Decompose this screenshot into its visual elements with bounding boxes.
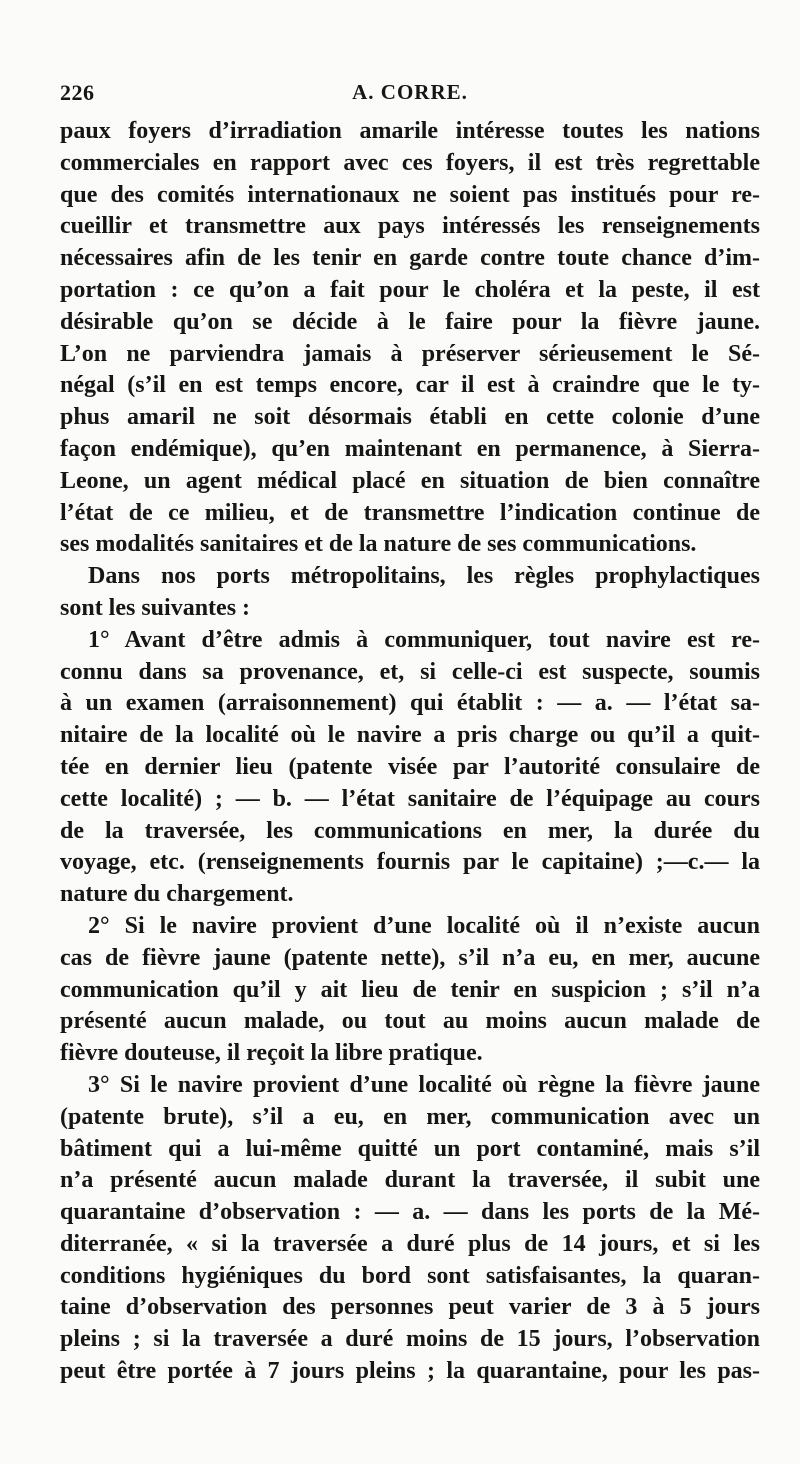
text-line: 3° Si le navire provient d’une localité où règne la fièvre jaune xyxy=(88,1071,760,1098)
text-line: paux foyers d’irradiation amarile intéresse toutes les nations xyxy=(60,118,760,144)
text-line: sont les suivantes : xyxy=(60,594,251,621)
text-line: nécessaires afin de les tenir en garde contre toute chance d’im- xyxy=(60,245,760,272)
text-line: cas de fièvre jaune (patente nette), s’il n’a eu, en mer, aucune xyxy=(60,944,760,971)
text-line: peut être portée à 7 jours pleins ; la quarantaine, pour les pas- xyxy=(60,1358,760,1385)
text-line: à un examen (arraisonnement) qui établit : — a. — l’état sa- xyxy=(60,690,760,717)
text-line: n’a présenté aucun malade durant la traversée, il subit une xyxy=(60,1167,760,1194)
text-line: l’état de ce milieu, et de transmettre l’indication continue de xyxy=(60,499,760,526)
running-head: A. CORRE. xyxy=(352,80,468,104)
page-number: 226 xyxy=(60,80,95,105)
text-line: façon endémique), qu’en maintenant en permanence, à Sierra- xyxy=(60,435,760,462)
text-line: ses modalités sanitaires et de la nature de ses communications. xyxy=(60,531,697,558)
text-line: fièvre douteuse, il reçoit la libre pratique. xyxy=(60,1040,483,1067)
text-line: présenté aucun malade, ou tout au moins aucun malade de xyxy=(60,1008,760,1035)
text-line: connu dans sa provenance, et, si celle-ci est suspecte, soumis xyxy=(60,658,760,685)
text-line: que des comités internationaux ne soient pas institués pour re- xyxy=(60,181,760,208)
text-line: quarantaine d’observation : — a. — dans les ports de la Mé- xyxy=(60,1199,760,1226)
text-line: commerciales en rapport avec ces foyers, il est très regrettable xyxy=(60,149,760,176)
text-line: nature du chargement. xyxy=(60,881,294,908)
text-line: de la traversée, les communications en mer, la durée du xyxy=(60,817,760,844)
text-line: pleins ; si la traversée a duré moins de 15 jours, l’observation xyxy=(60,1326,760,1353)
text-line: bâtiment qui a lui-même quitté un port contaminé, mais s’il xyxy=(60,1135,760,1162)
text-line: (patente brute), s’il a eu, en mer, communication avec un xyxy=(60,1103,760,1130)
text-line: 2° Si le navire provient d’une localité où il n’existe aucun xyxy=(88,912,760,939)
body-text xyxy=(60,116,760,1388)
text-line: L’on ne parviendra jamais à préserver sérieusement le Sé- xyxy=(60,340,760,367)
text-line: communication qu’il y ait lieu de tenir en suspicion ; s’il n’a xyxy=(60,976,760,1003)
text-line: cueillir et transmettre aux pays intéressés les renseignements xyxy=(60,213,760,240)
text-line: portation : ce qu’on a fait pour le choléra et la peste, il est xyxy=(60,276,760,303)
text-line: Leone, un agent médical placé en situation de bien connaître xyxy=(60,467,760,494)
text-line: voyage, etc. (renseignements fournis par le capitaine) ;—c.— la xyxy=(60,849,760,876)
text-line: phus amaril ne soit désormais établi en cette colonie d’une xyxy=(60,404,760,431)
text-line: nitaire de la localité où le navire a pris charge ou qu’il a quit- xyxy=(60,722,760,749)
text-line: taine d’observation des personnes peut varier de 3 à 5 jours xyxy=(60,1294,760,1321)
text-line: 1° Avant d’être admis à communiquer, tout navire est re- xyxy=(88,626,760,653)
text-line: diterranée, « si la traversée a duré plus de 14 jours, et si les xyxy=(60,1230,760,1257)
text-line: désirable qu’on se décide à le faire pour la fièvre jaune. xyxy=(60,308,760,335)
text-line: tée en dernier lieu (patente visée par l’autorité consulaire de xyxy=(60,753,760,780)
text-line: Dans nos ports métropolitains, les règles prophylactiques xyxy=(88,563,760,590)
page-header xyxy=(60,80,760,114)
text-line: négal (s’il en est temps encore, car il est à craindre que le ty- xyxy=(60,372,760,399)
text-line: cette localité) ; — b. — l’état sanitaire de l’équipage au cours xyxy=(60,785,760,812)
text-line: conditions hygiéniques du bord sont satisfaisantes, la quaran- xyxy=(60,1262,760,1289)
